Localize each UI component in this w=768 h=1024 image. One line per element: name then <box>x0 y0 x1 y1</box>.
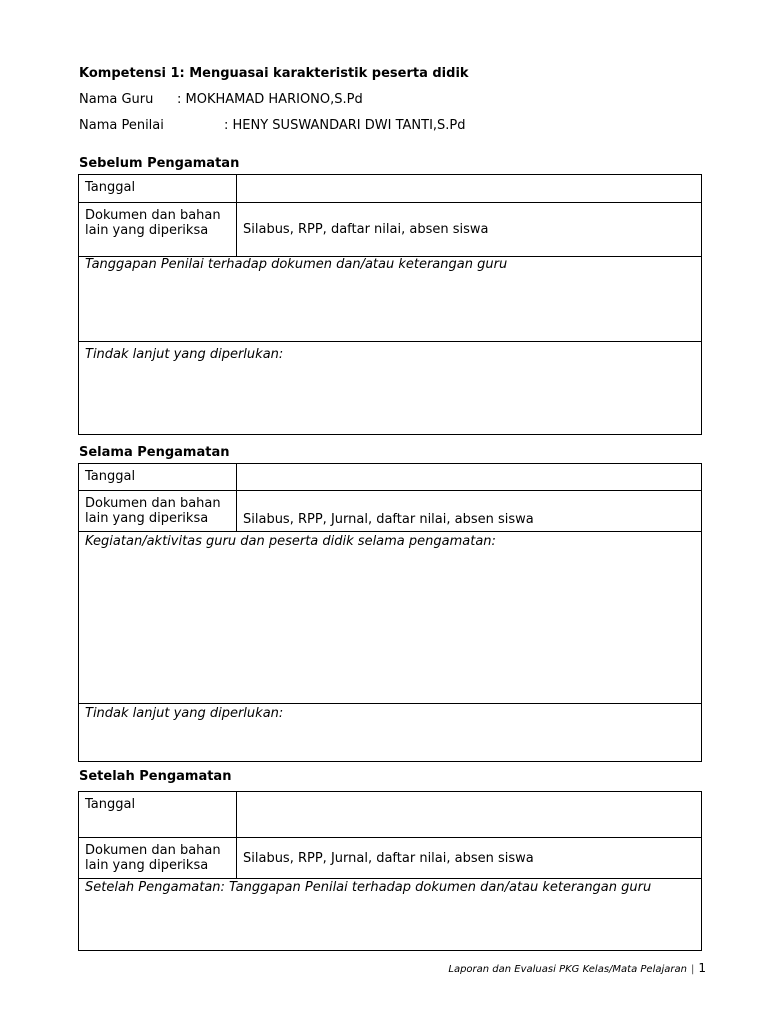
row-dokumen <box>79 203 702 257</box>
tindak-lanjut-label: Tindak lanjut yang diperlukan: <box>79 704 702 762</box>
dokumen-label-line-2: lain yang diperiksa <box>85 511 209 526</box>
row-dokumen <box>79 491 702 532</box>
row-kegiatan <box>79 532 702 704</box>
tanggal-value <box>237 175 702 203</box>
footer-text: Laporan dan Evaluasi PKG Kelas/Mata Pelajaran <box>448 964 687 975</box>
dokumen-label-line-2: lain yang diperiksa <box>85 858 209 873</box>
row-dokumen <box>79 838 702 879</box>
tanggal-value <box>237 464 702 491</box>
tanggapan-label: Tanggapan Penilai terhadap dokumen dan/atau keterangan guru <box>79 257 702 342</box>
nama-guru-value: : MOKHAMAD HARIONO,S.Pd <box>177 92 363 107</box>
section-title-selama: Selama Pengamatan <box>79 445 230 460</box>
dokumen-label-line-1: Dokumen dan bahan <box>85 843 221 858</box>
document-title: Kompetensi 1: Menguasai karakteristik peserta didik <box>79 66 469 81</box>
tanggal-label: Tanggal <box>79 464 237 491</box>
tanggal-label: Tanggal <box>79 792 237 838</box>
dokumen-value: Silabus, RPP, Jurnal, daftar nilai, absen siswa <box>237 838 702 879</box>
section-title-setelah: Setelah Pengamatan <box>79 769 232 784</box>
section-title-sebelum: Sebelum Pengamatan <box>79 156 240 171</box>
row-tanggapan <box>79 879 702 951</box>
row-tanggal <box>79 792 702 838</box>
row-tindak-lanjut <box>79 704 702 762</box>
dokumen-label-line-1: Dokumen dan bahan <box>85 496 221 511</box>
tanggal-value <box>237 792 702 838</box>
row-tanggal <box>79 464 702 491</box>
nama-penilai-label: Nama Penilai <box>79 118 164 133</box>
dokumen-label <box>79 203 237 257</box>
footer-separator: | <box>690 964 695 975</box>
table-selama <box>78 463 702 762</box>
table-sebelum <box>78 174 702 435</box>
page-footer <box>448 961 706 975</box>
dokumen-value: Silabus, RPP, daftar nilai, absen siswa <box>237 203 702 257</box>
tanggal-label: Tanggal <box>79 175 237 203</box>
kegiatan-label: Kegiatan/aktivitas guru dan peserta didik selama pengamatan: <box>79 532 702 704</box>
nama-guru-label: Nama Guru <box>79 92 154 107</box>
row-tindak-lanjut <box>79 342 702 435</box>
dokumen-label-line-1: Dokumen dan bahan <box>85 208 221 223</box>
row-tanggal <box>79 175 702 203</box>
page-number: 1 <box>698 961 706 975</box>
tanggapan-label: Setelah Pengamatan: Tanggapan Penilai terhadap dokumen dan/atau keterangan guru <box>79 879 702 951</box>
table-setelah <box>78 791 702 951</box>
dokumen-label <box>79 838 237 879</box>
row-tanggapan <box>79 257 702 342</box>
dokumen-label-line-2: lain yang diperiksa <box>85 223 209 238</box>
dokumen-label <box>79 491 237 532</box>
dokumen-value: Silabus, RPP, Jurnal, daftar nilai, absen siswa <box>237 491 702 532</box>
nama-penilai-value: : HENY SUSWANDARI DWI TANTI,S.Pd <box>224 118 466 133</box>
tindak-lanjut-label: Tindak lanjut yang diperlukan: <box>79 342 702 435</box>
